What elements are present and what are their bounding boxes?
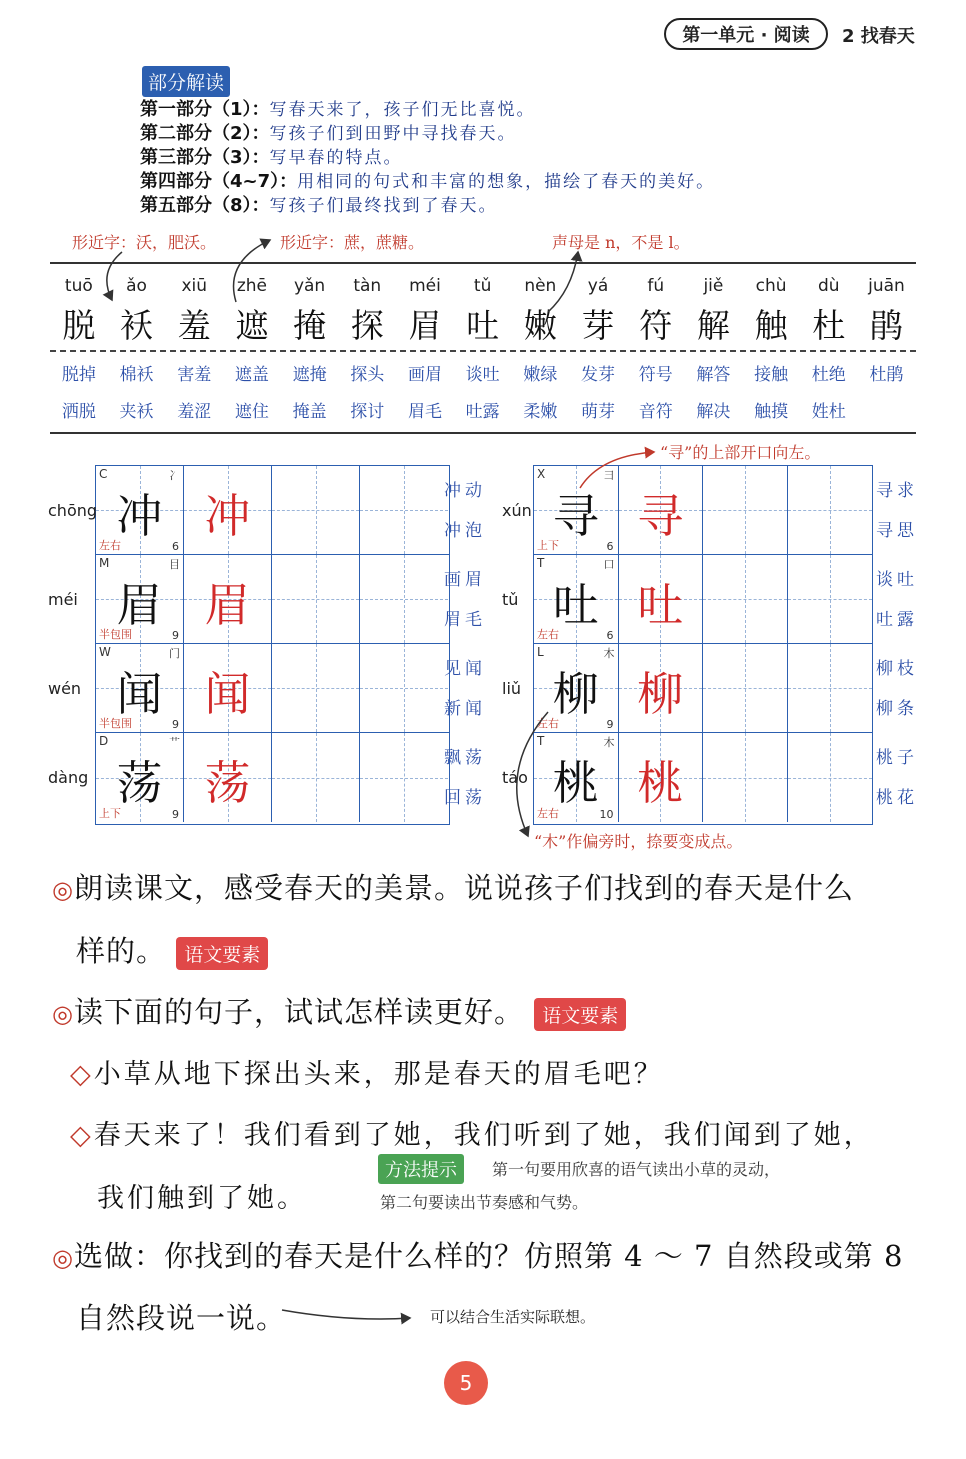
side-words (876, 738, 918, 818)
exercise-3-text: 选做：你找到的春天是什么样的？仿照第 4 ～ 7 自然段或第 8 (73, 1239, 904, 1273)
model-cell (534, 644, 619, 732)
stroke-count: 10 (599, 808, 614, 821)
practice-cell[interactable] (703, 644, 788, 732)
similar-char-note-2: 形近字：蔗，蔗糖。 (280, 233, 425, 252)
initial-letter: D (99, 734, 109, 748)
literacy-tag: 语文要素 (176, 937, 268, 970)
mu-radical-note: “木”作偏旁时，捺要变成点。 (534, 832, 743, 851)
side-words (876, 560, 918, 640)
vocab-char: 掩 (293, 306, 327, 345)
stroke-count: 9 (172, 629, 179, 642)
vocab-char: 眉 (408, 306, 442, 345)
model-char: 柳 (552, 667, 599, 721)
practice-cell[interactable] (703, 466, 788, 554)
vocab-word: 萌芽 (581, 402, 616, 422)
structure-label: 左右 (537, 717, 559, 730)
part-row (140, 146, 715, 170)
vocab-pinyin: nèn (524, 276, 557, 296)
practice-cell[interactable] (788, 466, 872, 554)
structure-label: 半包围 (99, 717, 132, 730)
row-pinyin: liǔ (502, 679, 522, 698)
side-word: 画眉 (444, 570, 486, 590)
vocab-word: 杜鹃 (869, 365, 904, 385)
side-word: 见闻 (444, 659, 486, 679)
part-text: 写春天来了，孩子们无比喜悦。 (269, 100, 536, 120)
vocab-word: 接触 (754, 365, 789, 385)
trace-char: 眉 (204, 578, 251, 632)
vocab-char: 芽 (581, 306, 615, 345)
vocab-word: 符号 (638, 365, 673, 385)
trace-char: 桃 (637, 756, 684, 810)
side-words (444, 471, 486, 551)
vocab-word: 探讨 (350, 402, 385, 422)
circle-bullet-icon: ◎ (52, 1000, 74, 1028)
exercise-2-text: 读下面的句子，试试怎样读更好。 (73, 995, 524, 1029)
trace-char: 吐 (637, 578, 684, 632)
model-char: 吐 (552, 578, 599, 632)
row-pinyin: chōng (48, 501, 98, 520)
structure-label: 上下 (537, 539, 559, 552)
side-word: 新闻 (444, 699, 486, 719)
grid-row (534, 733, 872, 822)
side-word: 眉毛 (444, 610, 486, 630)
vocab-word: 遮住 (234, 402, 269, 422)
vocab-word: 掩盖 (292, 402, 327, 422)
side-word: 冲动 (444, 481, 486, 501)
method-hint-2: 第二句要读出节奏感和气势。 (380, 1193, 589, 1212)
vocab-bottom-rule (50, 432, 916, 434)
part-row (140, 170, 715, 194)
part-text: 写孩子们最终找到了春天。 (269, 196, 498, 216)
parts-list (140, 98, 715, 218)
row-pinyin: tǔ (502, 590, 519, 609)
vocab-word: 害羞 (177, 365, 212, 385)
model-char: 闻 (116, 667, 163, 721)
sentence-2-line-2: 我们触到了她。 (97, 1183, 307, 1214)
radical: 木 (603, 736, 615, 749)
vocab-pinyin: zhē (236, 276, 267, 296)
vocab-word: 吐露 (465, 402, 500, 422)
vocab-word: 探头 (350, 365, 385, 385)
grid-row (534, 555, 872, 644)
vocab-char: 脱 (62, 306, 96, 345)
practice-cell[interactable] (272, 555, 360, 643)
vocab-char: 符 (639, 306, 673, 345)
vocab-word: 发芽 (581, 365, 616, 385)
writing-grid-left (95, 465, 450, 825)
arrow-to-hint (282, 1310, 410, 1319)
sentence-1 (70, 1052, 664, 1091)
part-label: 第二部分（2）： (140, 123, 270, 144)
trace-cell (619, 644, 704, 732)
part-row (140, 122, 715, 146)
vocab-char: 嫩 (523, 306, 557, 345)
vocab-word: 触摸 (754, 402, 789, 422)
sentence-1-text: 小草从地下探出头来，那是春天的眉毛吧？ (93, 1059, 664, 1090)
vocab-pinyin: tàn (353, 276, 382, 296)
diamond-bullet-icon: ◇ (70, 1120, 94, 1151)
vocab-word: 羞涩 (177, 402, 212, 422)
vocab-pinyin: jiě (703, 276, 724, 296)
trace-char: 冲 (204, 489, 251, 543)
vocab-word: 遮盖 (234, 365, 269, 385)
side-word: 吐露 (876, 610, 918, 630)
practice-cell[interactable] (360, 644, 448, 732)
vocab-word: 遮掩 (292, 365, 327, 385)
exercise-3-note: 可以结合生活实际联想。 (430, 1308, 596, 1326)
vocab-char: 遮 (235, 306, 269, 345)
sentence-2-line-1 (70, 1113, 874, 1152)
method-hint-tag: 方法提示 (378, 1154, 464, 1184)
vocab-char: 吐 (466, 306, 500, 345)
practice-cell[interactable] (272, 466, 360, 554)
vocab-word: 姓杜 (811, 402, 846, 422)
practice-cell[interactable] (272, 644, 360, 732)
vocab-char: 羞 (177, 306, 211, 345)
side-word: 冲泡 (444, 521, 486, 541)
model-cell (96, 733, 184, 822)
practice-cell[interactable] (788, 644, 872, 732)
vocab-char: 触 (754, 306, 788, 345)
structure-label: 半包围 (99, 628, 132, 641)
initial-letter: C (99, 467, 108, 481)
vocab-char: 袄 (120, 306, 154, 345)
radical: 门 (169, 647, 180, 660)
part-text: 写早春的特点。 (269, 148, 403, 168)
exercise-3-line-2: 自然段说一说。 (76, 1301, 287, 1335)
xun-note: “寻”的上部开口向左。 (660, 443, 821, 462)
literacy-tag: 语文要素 (534, 998, 626, 1031)
vocab-word (858, 397, 916, 422)
vocab-words-row-2 (50, 397, 916, 422)
practice-cell[interactable] (360, 466, 448, 554)
structure-label: 左右 (99, 539, 121, 552)
practice-cell[interactable] (360, 733, 448, 822)
structure-label: 左右 (537, 807, 559, 820)
sentence-2-text: 春天来了！我们看到了她，我们听到了她，我们闻到了她， (93, 1120, 874, 1151)
vocab-pinyin: méi (409, 276, 441, 296)
side-word: 柳枝 (876, 659, 918, 679)
circle-bullet-icon: ◎ (52, 1244, 74, 1272)
trace-cell (619, 733, 704, 822)
vocab-char: 鹃 (869, 306, 903, 345)
row-pinyin: xún (502, 501, 532, 520)
side-words (444, 649, 486, 729)
vocab-word: 杜绝 (811, 365, 846, 385)
side-words (876, 471, 918, 551)
side-word: 柳条 (876, 699, 918, 719)
vocab-char: 探 (350, 306, 384, 345)
vocab-word: 谈吐 (465, 365, 500, 385)
circle-bullet-icon: ◎ (52, 876, 74, 904)
trace-cell (184, 733, 272, 822)
model-char: 桃 (552, 756, 599, 810)
practice-cell[interactable] (703, 733, 788, 822)
trace-char: 荡 (204, 756, 251, 810)
practice-cell[interactable] (360, 555, 448, 643)
exercise-1-line-2 (76, 929, 268, 970)
model-cell (96, 555, 184, 643)
row-pinyin: dàng (48, 768, 89, 787)
vocab-pinyin-row (50, 276, 916, 296)
exercise-1-text-2: 样的。 (76, 934, 167, 968)
part-row (140, 194, 715, 218)
radical: 艹 (169, 736, 180, 749)
practice-cell[interactable] (272, 733, 360, 822)
page-number: 5 (444, 1361, 488, 1405)
row-pinyin: méi (48, 590, 78, 609)
vocab-word: 柔嫩 (523, 402, 558, 422)
vocab-pinyin: tuō (64, 276, 93, 296)
initial-letter: X (537, 467, 546, 481)
grid-row (96, 733, 449, 822)
vocab-pinyin: juān (868, 276, 905, 296)
model-cell (534, 466, 619, 554)
initial-letter: L (537, 645, 544, 659)
trace-cell (184, 555, 272, 643)
side-word: 飘荡 (444, 748, 486, 768)
vocab-word: 脱掉 (61, 365, 96, 385)
model-cell (96, 466, 184, 554)
stroke-count: 6 (606, 629, 614, 642)
radical: 口 (603, 558, 615, 571)
model-char: 荡 (116, 756, 163, 810)
side-words (444, 560, 486, 640)
trace-cell (619, 466, 704, 554)
exercise-3-line-1 (52, 1234, 903, 1275)
radical: 木 (603, 647, 615, 660)
vocab-pinyin: ǎo (126, 276, 147, 296)
practice-cell[interactable] (788, 555, 872, 643)
initial-letter: T (537, 734, 545, 748)
radical: 冫 (169, 469, 180, 482)
vocab-words-row-1 (50, 360, 916, 385)
vocab-char-row (50, 300, 916, 347)
vocab-pinyin: fú (647, 276, 665, 296)
writing-grid-right (533, 465, 873, 825)
vocab-char: 杜 (812, 306, 846, 345)
row-pinyin: táo (502, 768, 528, 787)
method-hint-1: 第一句要用欣喜的语气读出小草的灵动， (492, 1160, 781, 1179)
vocab-pinyin: dù (817, 276, 840, 296)
side-word: 桃花 (876, 788, 918, 808)
model-char: 冲 (116, 489, 163, 543)
vocab-word: 解答 (696, 365, 731, 385)
grid-row (96, 466, 449, 555)
exercise-1-text: 朗读课文，感受春天的美景。说说孩子们找到的春天是什么 (73, 871, 854, 905)
model-cell (534, 555, 619, 643)
grid-row (534, 466, 872, 555)
model-char: 寻 (552, 489, 599, 543)
radical: 目 (169, 558, 180, 571)
grid-row (96, 555, 449, 644)
radical: 彐 (603, 469, 615, 482)
initial-note: 声母是 n，不是 l。 (552, 233, 690, 252)
side-word: 谈吐 (876, 570, 918, 590)
vocab-word: 眉毛 (407, 402, 442, 422)
part-text: 用相同的句式和丰富的想象，描绘了春天的美好。 (297, 172, 716, 192)
side-words (444, 738, 486, 818)
practice-cell[interactable] (703, 555, 788, 643)
vocab-pinyin: chù (755, 276, 787, 296)
lesson-title: 2 找春天 (842, 26, 915, 47)
trace-cell (184, 644, 272, 732)
vocab-pinyin: yǎn (293, 276, 326, 296)
vocab-char: 解 (696, 306, 730, 345)
part-label: 第四部分（4~7）： (140, 171, 298, 192)
stroke-count: 6 (172, 540, 179, 553)
vocab-word: 解决 (696, 402, 731, 422)
side-word: 寻求 (876, 481, 918, 501)
grid-row (534, 644, 872, 733)
trace-char: 寻 (637, 489, 684, 543)
trace-char: 柳 (637, 667, 684, 721)
part-label: 第五部分（8）： (140, 195, 270, 216)
vocab-word: 嫩绿 (523, 365, 558, 385)
vocab-pinyin: xiū (181, 276, 207, 296)
initial-letter: M (99, 556, 110, 570)
stroke-count: 9 (172, 718, 179, 731)
vocab-word: 画眉 (407, 365, 442, 385)
similar-char-note-1: 形近字：沃，肥沃。 (72, 233, 217, 252)
stroke-count: 9 (172, 808, 179, 821)
vocab-pinyin: yá (587, 276, 609, 296)
structure-label: 左右 (537, 628, 559, 641)
unit-header: 第一单元 · 阅读 (664, 18, 828, 50)
structure-label: 上下 (99, 807, 121, 820)
initial-letter: T (537, 556, 545, 570)
vocab-word: 音符 (638, 402, 673, 422)
model-cell (96, 644, 184, 732)
trace-cell (619, 555, 704, 643)
part-row (140, 98, 715, 122)
diamond-bullet-icon: ◇ (70, 1059, 94, 1090)
side-word: 回荡 (444, 788, 486, 808)
part-text: 写孩子们到田野中寻找春天。 (269, 124, 517, 144)
vocab-pinyin: tǔ (473, 276, 492, 296)
model-char: 眉 (116, 578, 163, 632)
practice-cell[interactable] (788, 733, 872, 822)
part-label: 第一部分（1）： (140, 99, 270, 120)
row-pinyin: wén (48, 679, 82, 698)
initial-letter: W (99, 645, 111, 659)
grid-row (96, 644, 449, 733)
side-word: 桃子 (876, 748, 918, 768)
vocab-divider (50, 350, 916, 352)
vocab-word: 洒脱 (61, 402, 96, 422)
vocab-word: 棉袄 (119, 365, 154, 385)
part-label: 第三部分（3）： (140, 147, 270, 168)
vocab-top-rule (50, 262, 916, 264)
exercise-2-line (52, 990, 626, 1031)
exercise-1-line-1 (52, 866, 854, 907)
stroke-count: 6 (606, 540, 614, 553)
side-words (876, 649, 918, 729)
model-cell (534, 733, 619, 822)
stroke-count: 9 (606, 718, 614, 731)
trace-char: 闻 (204, 667, 251, 721)
trace-cell (184, 466, 272, 554)
side-word: 寻思 (876, 521, 918, 541)
vocab-word: 夹袄 (119, 402, 154, 422)
parts-badge: 部分解读 (142, 66, 230, 97)
